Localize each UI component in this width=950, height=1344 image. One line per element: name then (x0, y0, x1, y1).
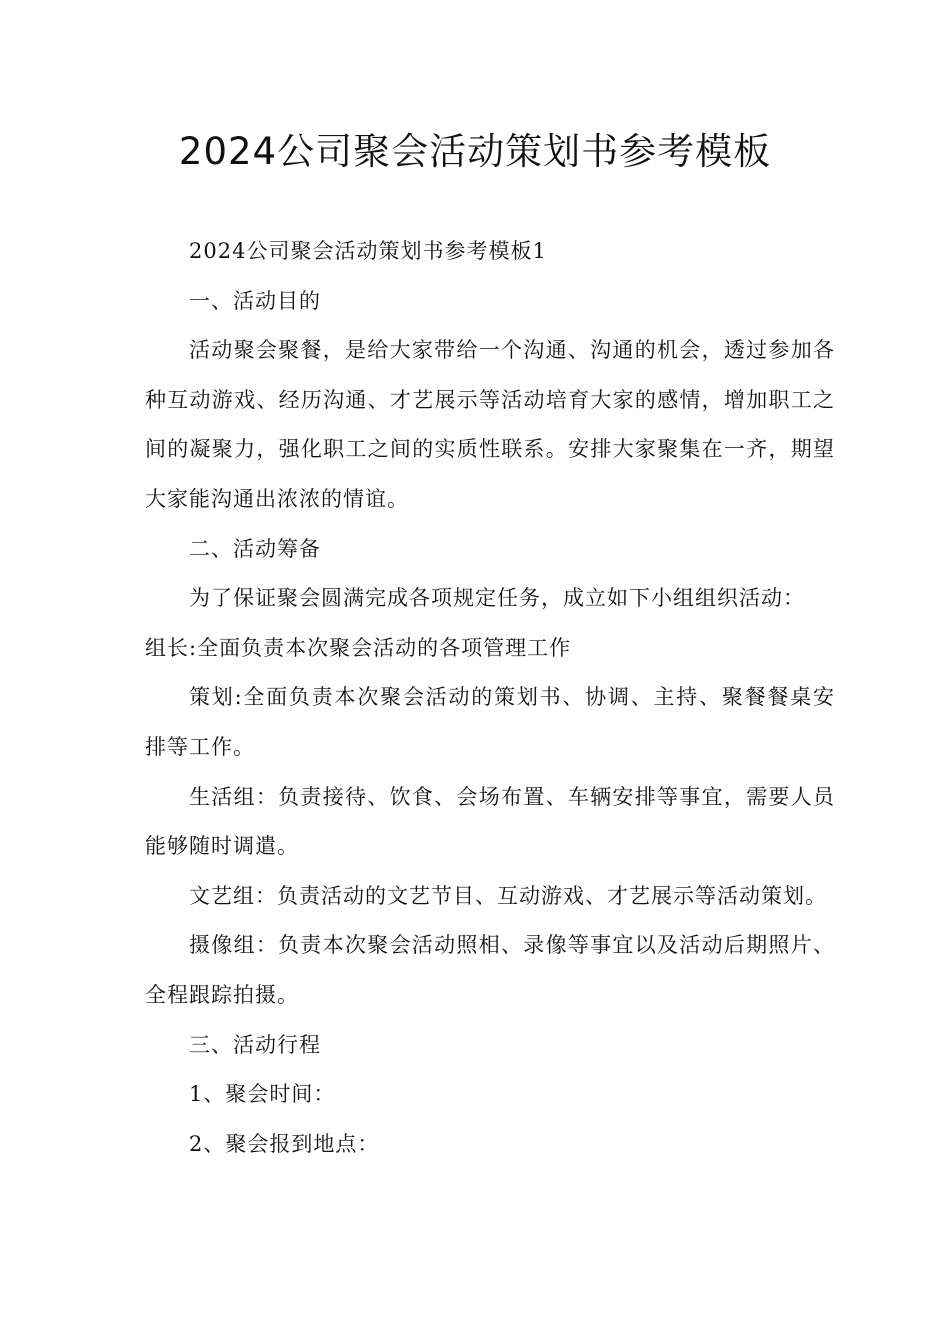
body-paragraph: 文艺组：负责活动的文艺节目、互动游戏、才艺展示等活动策划。 (189, 883, 827, 908)
body-paragraph: 摄像组：负责本次聚会活动照相、录像等事宜以及活动后期照片、全程跟踪拍摄。 (145, 933, 835, 1007)
section-heading-purpose: 一、活动目的 (189, 288, 321, 313)
document-body (145, 227, 835, 1169)
body-paragraph: 组长:全面负责本次聚会活动的各项管理工作 (145, 635, 572, 660)
body-paragraph: 为了保证聚会圆满完成各项规定任务，成立如下小组组织活动： (189, 586, 805, 611)
list-item: 1、聚会时间： (189, 1082, 336, 1107)
subtitle-paragraph: 2024公司聚会活动策划书参考模板1 (189, 239, 547, 263)
body-paragraph: 活动聚会聚餐，是给大家带给一个沟通、沟通的机会，透过参加各种互动游戏、经历沟通、才艺展示等活动培育大家的感情，增加职工之间的凝聚力，强化职工之间的实质性联系。安排大家聚集在一齐，期望大家能沟通出浓浓的情谊。 (145, 338, 835, 511)
section-heading-preparation: 二、活动筹备 (189, 536, 321, 561)
section-heading-itinerary: 三、活动行程 (189, 1032, 321, 1057)
body-paragraph: 生活组：负责接待、饮食、会场布置、车辆安排等事宜，需要人员能够随时调遣。 (145, 784, 835, 859)
body-paragraph: 策划:全面负责本次聚会活动的策划书、协调、主持、聚餐餐桌安排等工作。 (145, 685, 835, 759)
document-title: 2024公司聚会活动策划书参考模板 (178, 130, 772, 173)
list-item: 2、聚会报到地点： (189, 1131, 380, 1156)
